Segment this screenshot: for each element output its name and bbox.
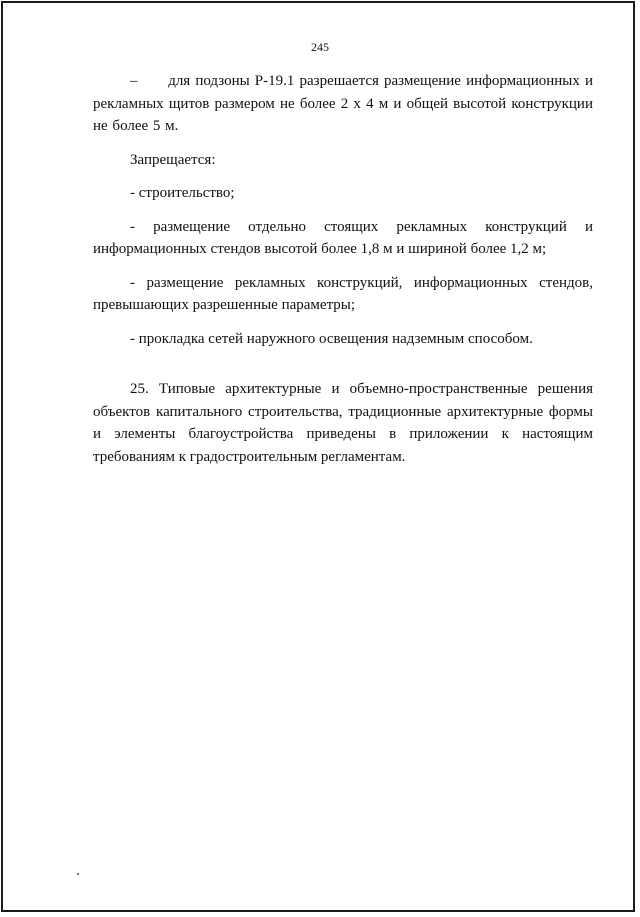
scan-speck	[77, 873, 79, 875]
page-number: 245	[311, 40, 329, 54]
paragraph-zone-p19-1: – для подзоны Р-19.1 разрешается размещение информационных и рекламных щитов размером не более 2 х 4 м и общей высотой конструкции не более 5 м.	[93, 73, 593, 134]
section-spacer	[93, 361, 593, 378]
paragraph-section-25: 25. Типовые архитектурные и объемно-пространственные решения объектов капитального строительства, традиционные архитектурные формы и элементы благоустройства приведены в приложении к настоящим требованиям к градостроительным регламентам.	[93, 381, 593, 465]
paragraph-prohibited-heading: Запрещается:	[130, 151, 216, 168]
list-item-lighting-networks: - прокладка сетей наружного освещения надземным способом.	[130, 330, 533, 347]
list-item-freestanding-ads: - размещение отдельно стоящих рекламных конструкций и информационных стендов высотой более 1,8 м и шириной более 1,2 м;	[93, 218, 593, 257]
list-item-construction: - строительство;	[130, 185, 235, 201]
list-item-exceeding-parameters: - размещение рекламных конструкций, информационных стендов, превышающих разрешенные параметры;	[93, 274, 593, 313]
document-body	[93, 70, 593, 479]
